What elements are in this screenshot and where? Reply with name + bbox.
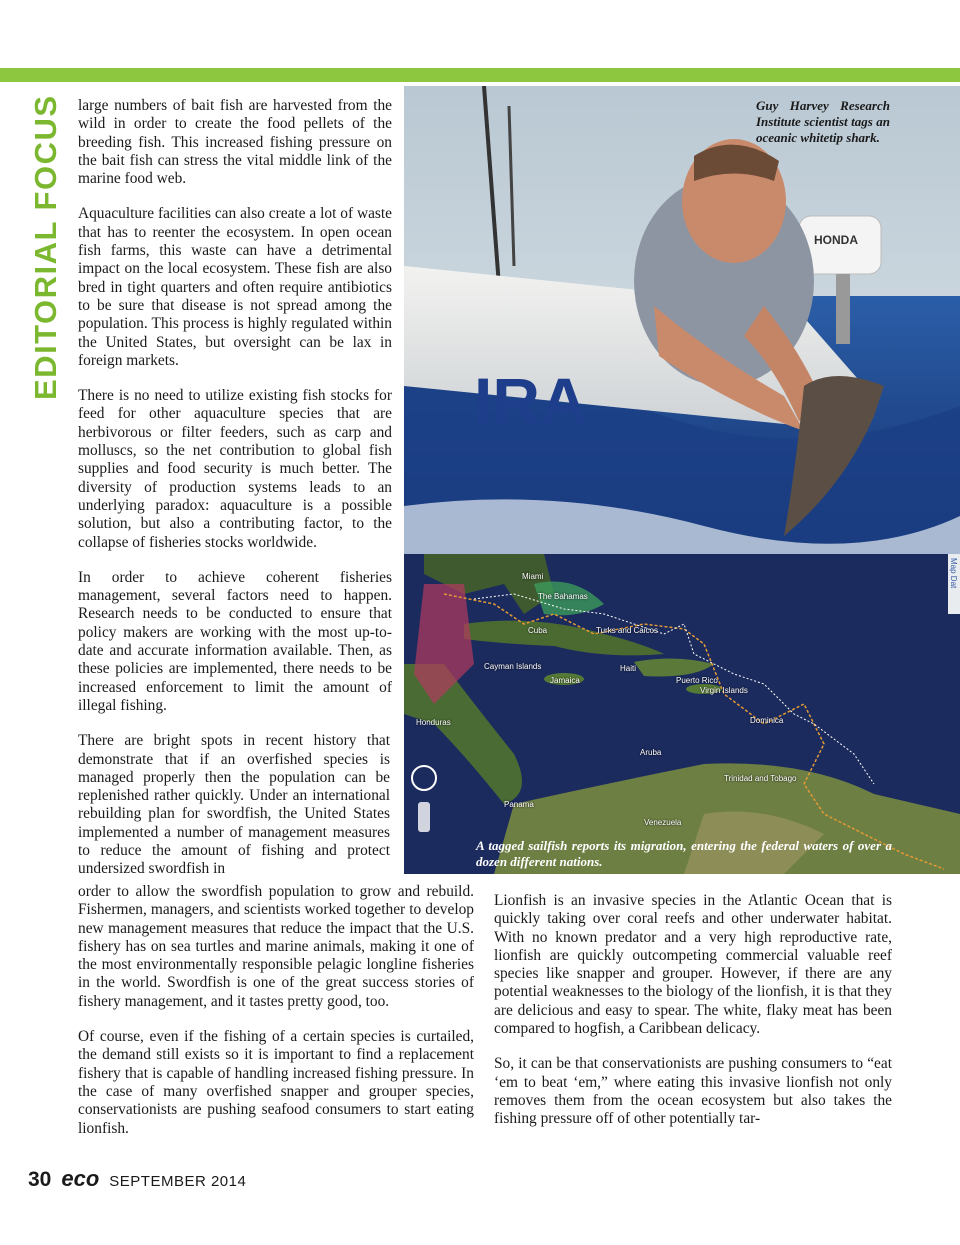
shark-tagging-photo xyxy=(404,86,960,554)
map-label-jamaica: Jamaica xyxy=(550,676,580,685)
map-label-turks-caicos: Turks and Caicos xyxy=(596,626,658,635)
paragraph: So, it can be that conservationists are pushing consumers to “eat ‘em to beat ‘em,” where eating this invasive lionfish not only removes them from the ocean ecosystem but also takes the fishing pressure off of other potentially tar- xyxy=(494,1055,892,1128)
map-label-puerto-rico: Puerto Rico xyxy=(676,676,718,685)
paragraph: Of course, even if the fishing of a certain species is curtailed, the demand still exists so it is important to find a replacement fishery that is capable of handling increased fishing pressure. In the case of many overfished snapper and grouper species, conservationists are pushing seafood consumers to start eating lionfish. xyxy=(78,1028,474,1137)
migration-map xyxy=(404,554,960,874)
paragraph: There is no need to utilize existing fish stocks for feed for other aquaculture species that are herbivorous or filter feeders, such as carp and molluscs, so the net contribution to global fish supplies and food security is much better. The diversity of production systems leads to an underlying paradox: aquaculture is a possible solution, but also a contributing factor, to the collapse of fisheries stocks worldwide. xyxy=(78,387,392,551)
engine-brand: HONDA xyxy=(814,233,858,247)
map-label-dominica: Dominica xyxy=(750,716,784,725)
paragraph: order to allow the swordfish population to grow and rebuild. Fishermen, managers, and scientists worked together to develop new management measures that reduce the impact that the U.S. fishery has on sea turtles and marine animals, making it one of the most environmentally responsible pelagic longline fisheries in the world. Swordfish is one of the great success stories of fishery management, and it tastes pretty good, too. xyxy=(78,883,474,1010)
map-label-miami: Miami xyxy=(522,572,544,581)
section-color-bar xyxy=(0,68,960,82)
photo-caption: Guy Harvey Research Institute scientist tags an oceanic whitetip shark. xyxy=(756,98,890,145)
boat-text: IRA xyxy=(474,364,588,438)
map-label-panama: Panama xyxy=(504,800,534,809)
map-side-tab: Map Dat xyxy=(949,558,958,589)
paragraph: large numbers of bait fish are harvested from the wild in order to create the food pellets of the breeding fish. This increased fishing pressure on the bait fish can stress the vital middle link of the marine food web. xyxy=(78,97,392,188)
map-label-virgin-islands: Virgin Islands xyxy=(700,686,748,695)
section-label: EDITORIAL FOCUS xyxy=(28,94,63,400)
issue-date: SEPTEMBER 2014 xyxy=(109,1173,247,1190)
left-column-lower xyxy=(78,883,474,1155)
map-label-venezuela: Venezuela xyxy=(644,818,682,827)
paragraph: In order to achieve coherent fisheries management, several factors need to happen. Research needs to be conducted to ensure that policy makers are working with the most up-to-date and accurate information available. Then, as these policies are implemented, there needs to be increased enforcement to limit the amount of illegal fishing. xyxy=(78,568,392,714)
left-column-upper xyxy=(78,97,392,896)
paragraph: Lionfish is an invasive species in the Atlantic Ocean that is quickly taking over coral reefs and other underwater habitat. With no known predator and a very high reproductive rate, lionfish are quickly outcompeting commercial valuable reef species like snapper and grouper. However, if there are any potential weaknesses to the biology of the lionfish, it is that they are delicious and easy to spear. The white, flaky meat has been compared to hogfish, a Caribbean delicacy. xyxy=(494,892,892,1038)
paragraph: Aquaculture facilities can also create a lot of waste that has to reenter the ecosystem. In open ocean fish farms, this waste can have a detrimental impact on the local ecosystem. These fish are also bred in tight quarters and often require antibiotics to be sure that disease is not spread among the population. This process is highly regulated within the United States, but oversight can be lax in foreign markets. xyxy=(78,205,392,369)
map-label-bahamas: The Bahamas xyxy=(538,592,588,601)
magazine-logo: eco xyxy=(61,1166,100,1191)
map-label-haiti: Haiti xyxy=(620,664,637,673)
page-number: 30 xyxy=(28,1168,52,1191)
map-label-cuba: Cuba xyxy=(528,626,548,635)
map-label-cayman: Cayman Islands xyxy=(484,662,542,671)
map-caption: A tagged sailfish reports its migration, entering the federal waters of over a dozen different nations. xyxy=(476,838,892,869)
right-column xyxy=(494,892,892,1146)
map-label-trinidad: Trinidad and Tobago xyxy=(724,774,797,783)
page-footer xyxy=(28,1166,246,1194)
paragraph: There are bright spots in recent history that demonstrate that if an overfished species is managed properly then the population can be replenished rather quickly. Under an international rebuilding plan for swordfish, the United States implemented a number of management measures to reduce the amount of fishing and protect undersized swordfish in xyxy=(78,732,390,878)
map-label-honduras: Honduras xyxy=(416,718,451,727)
map-label-aruba: Aruba xyxy=(640,748,662,757)
